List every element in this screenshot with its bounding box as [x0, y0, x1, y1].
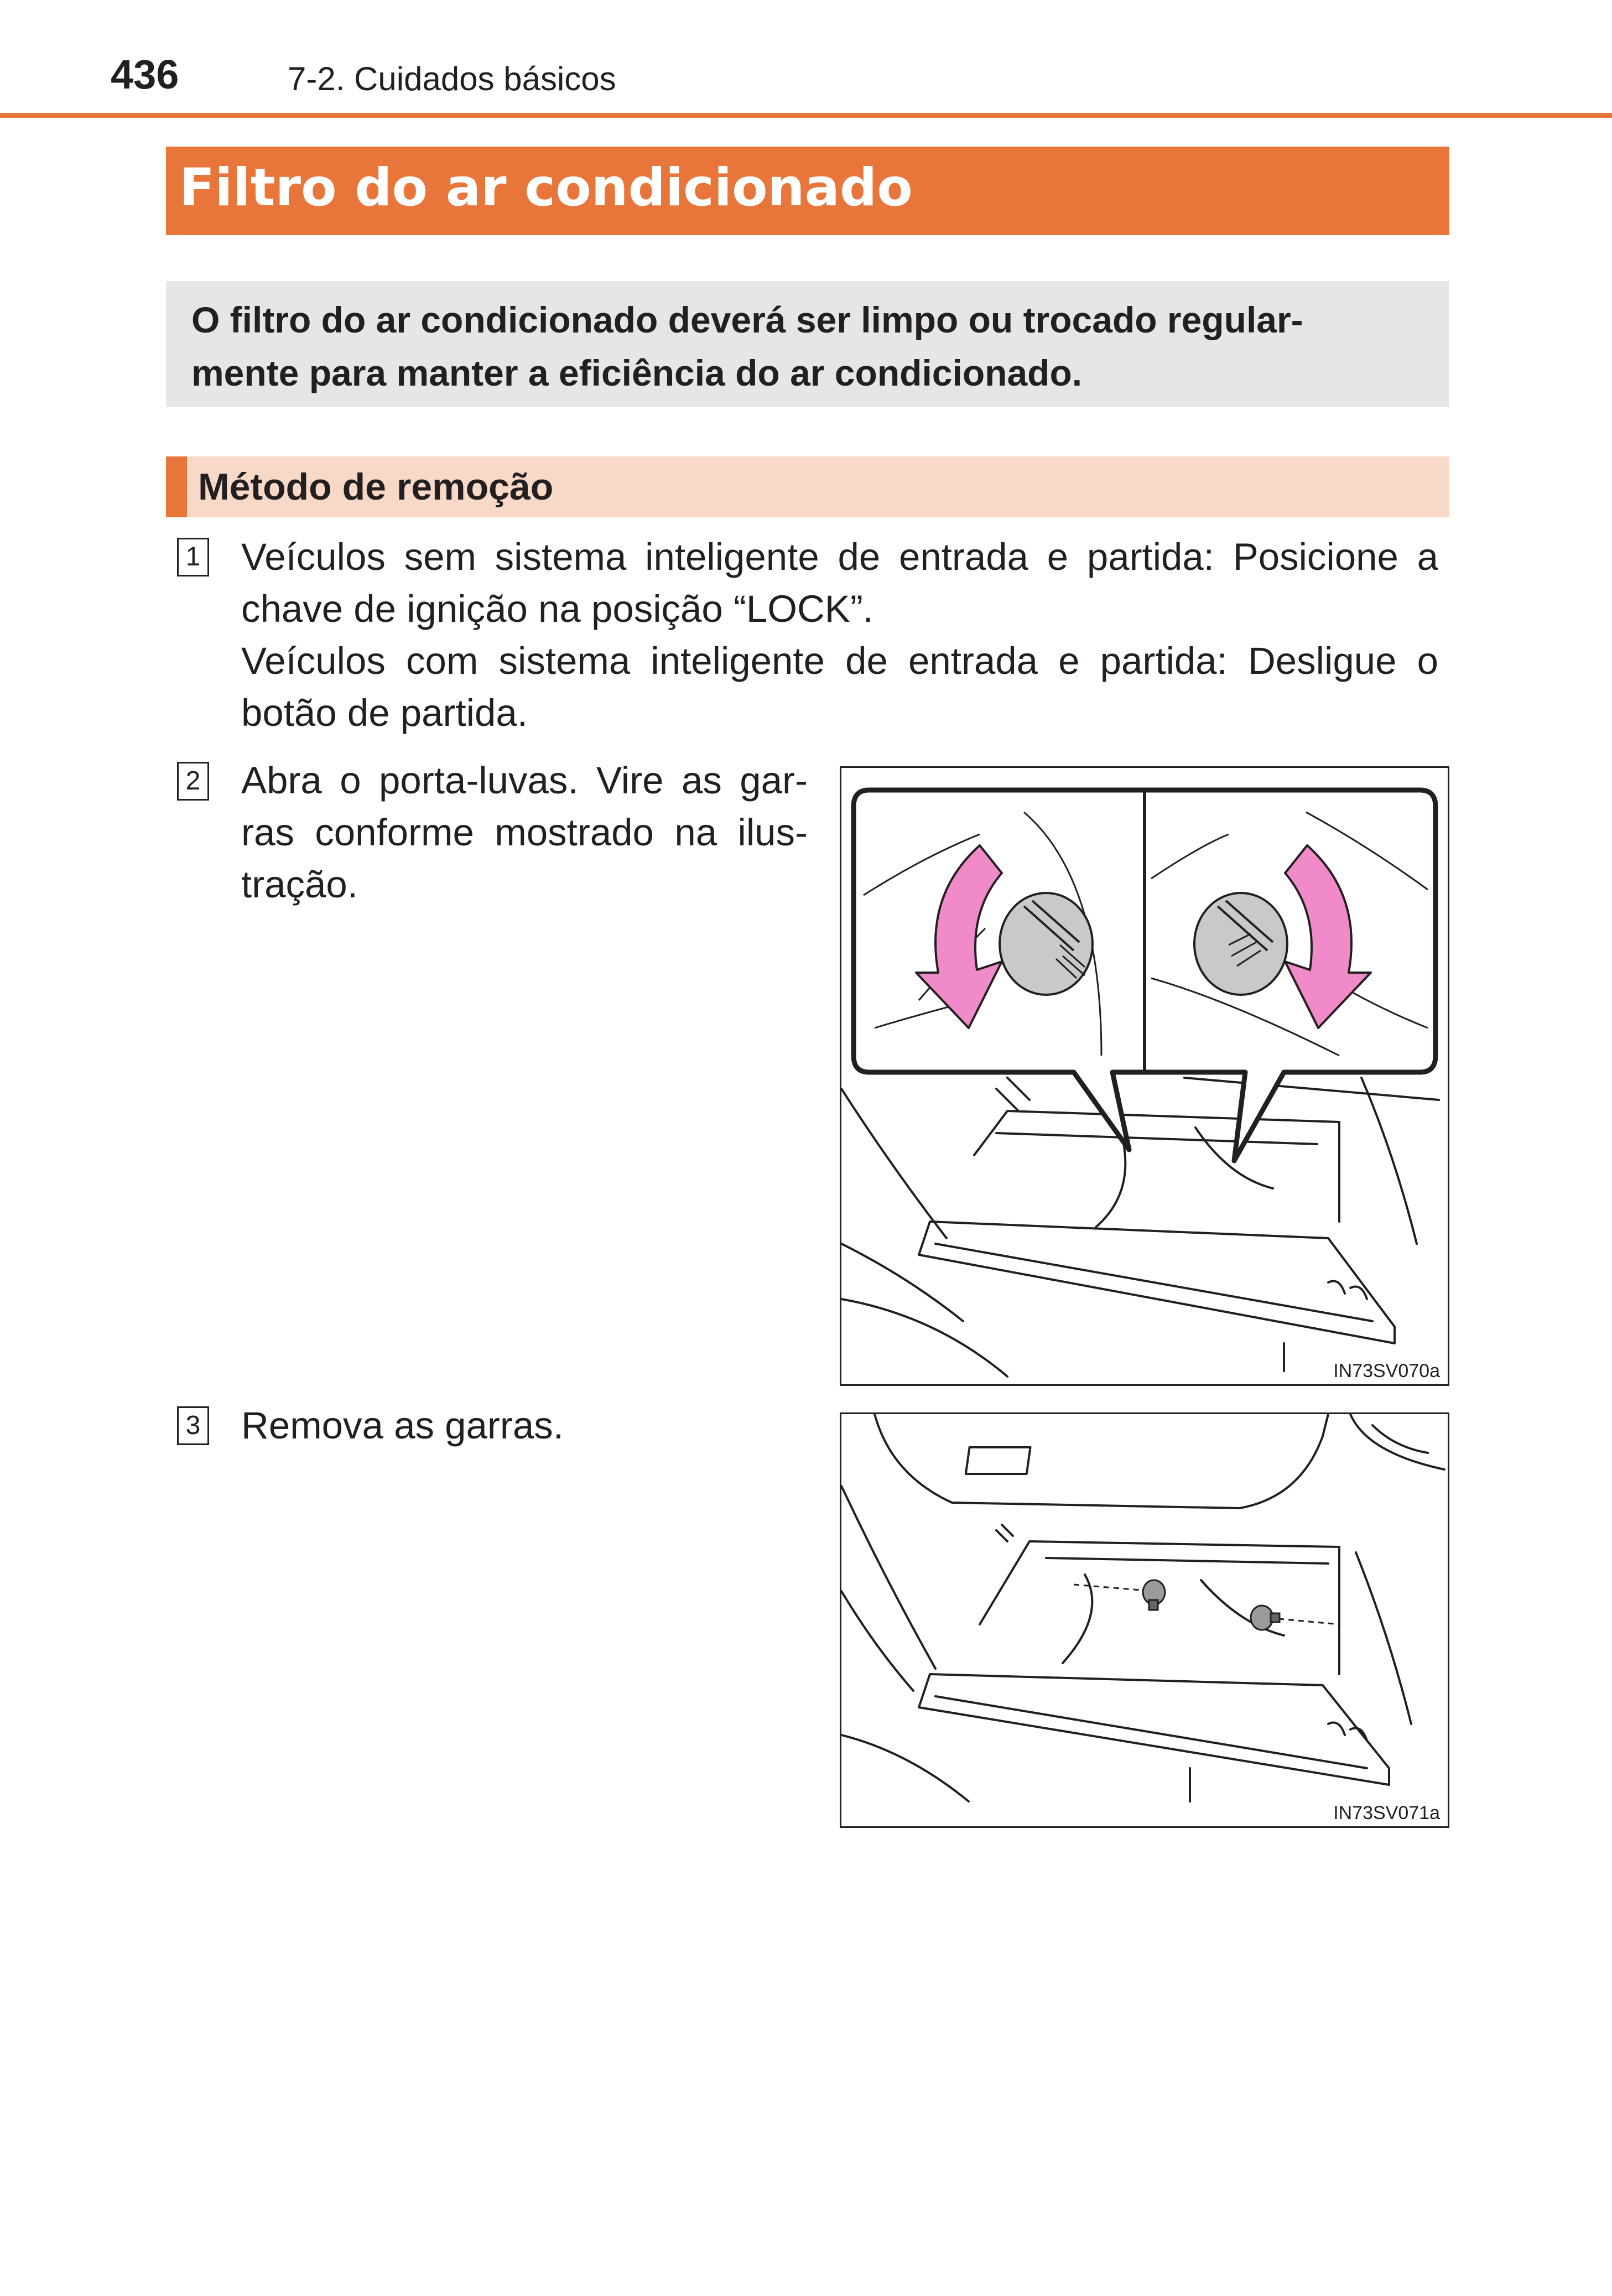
figure-remove-claws — [840, 1412, 1449, 1828]
step-1-line-3: Veículos com sistema inteligente de entrada e partida: Desligue o — [241, 640, 1438, 682]
intro-box — [166, 281, 1449, 407]
step-1-line-1: Veículos sem sistema inteligente de entrada e partida: Posicione a — [241, 536, 1438, 578]
step-3-line-1: Remova as garras. — [241, 1404, 564, 1447]
step-2-text — [241, 755, 808, 911]
step-number-3: 3 — [177, 1406, 209, 1445]
remove-claws-illustration — [841, 1414, 1448, 1826]
step-2-line-2: ras conforme mostrado na ilus- — [241, 811, 808, 854]
intro-line-1: O filtro do ar condicionado deverá ser limpo ou trocado regular- — [191, 299, 1303, 340]
page-title: Filtro do ar condicionado — [166, 147, 1449, 235]
figure-glovebox-claws — [840, 766, 1449, 1386]
glovebox-claws-illustration — [841, 768, 1448, 1384]
step-2-line-3: tração. — [241, 863, 358, 906]
step-2-line-1: Abra o porta-luvas. Vire as gar- — [241, 759, 808, 802]
step-1-line-2: chave de ignição na posição “LOCK”. — [241, 588, 873, 630]
subheading-text: Método de remoção — [198, 466, 554, 508]
subheading — [166, 456, 1449, 517]
subheading-accent — [166, 456, 187, 517]
page-number: 436 — [111, 51, 179, 97]
header-rule — [0, 113, 1612, 118]
step-number-1: 1 — [177, 538, 209, 576]
step-3-text — [241, 1400, 808, 1452]
step-1-text — [241, 531, 1438, 739]
section-reference: 7-2. Cuidados básicos — [288, 60, 616, 97]
intro-line-2: mente para manter a eficiência do ar condicionado. — [191, 352, 1083, 393]
figure-code-1: IN73SV070a — [1333, 1360, 1440, 1381]
step-number-2: 2 — [177, 762, 209, 801]
figure-code-2: IN73SV071a — [1333, 1802, 1440, 1824]
step-1-line-4: botão de partida. — [241, 692, 528, 734]
